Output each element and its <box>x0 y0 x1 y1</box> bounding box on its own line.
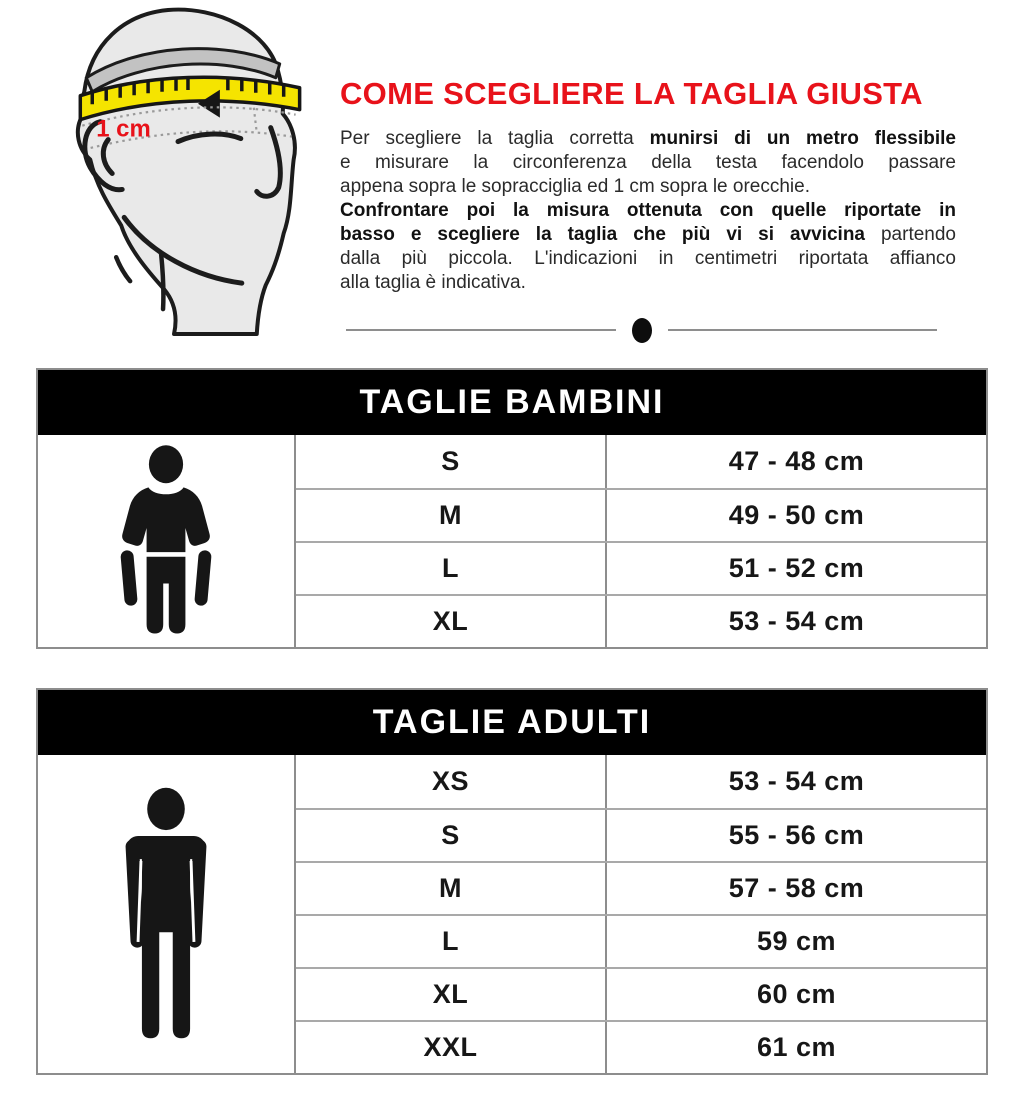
intro-text-bold: munirsi di un metro flessibile <box>649 128 956 149</box>
children-table-title: TAGLIE BAMBINI <box>38 370 986 435</box>
intro-text-bold: Confrontare poi la misura ottenuta con quelle riportate in <box>340 200 956 221</box>
size-row <box>296 488 986 541</box>
divider-line-right <box>668 329 938 331</box>
intro-paragraph-line <box>340 271 956 295</box>
size-row <box>296 967 986 1020</box>
divider-dot <box>632 318 652 343</box>
intro-text-block <box>340 76 956 295</box>
size-row <box>296 594 986 647</box>
size-row <box>296 808 986 861</box>
size-circumference: 55 - 56 cm <box>728 820 865 850</box>
one-cm-label: 1 cm <box>96 115 151 143</box>
size-circumference: 57 - 58 cm <box>728 873 865 903</box>
intro-paragraph-line <box>340 199 956 223</box>
size-circumference: 59 cm <box>756 926 837 956</box>
intro-text: Per scegliere la taglia corretta <box>340 128 650 149</box>
intro-paragraph <box>340 127 956 295</box>
intro-text: dalla più piccola. L'indicazioni in centimetri riportata affianco <box>340 248 956 269</box>
size-label: L <box>296 916 607 967</box>
head-measurement-illustration <box>26 2 330 336</box>
adult-size-rows <box>296 755 986 1073</box>
size-row <box>296 1020 986 1073</box>
size-row <box>296 914 986 967</box>
size-circumference: 60 cm <box>756 979 837 1009</box>
size-label: M <box>296 490 607 541</box>
adult-icon-cell <box>38 755 296 1073</box>
size-label: XL <box>296 596 607 647</box>
size-label: S <box>296 435 607 488</box>
section-divider <box>346 316 937 344</box>
size-circumference: 53 - 54 cm <box>728 606 865 636</box>
size-label: L <box>296 543 607 594</box>
intro-paragraph-line <box>340 151 956 175</box>
size-row <box>296 435 986 488</box>
size-circumference: 53 - 54 cm <box>728 766 865 796</box>
intro-paragraph-line <box>340 127 956 151</box>
size-label: XXL <box>296 1022 607 1073</box>
intro-text: appena sopra le sopracciglia ed 1 cm sopra le orecchie. <box>340 176 810 197</box>
size-circumference: 51 - 52 cm <box>728 553 865 583</box>
children-icon-cell <box>38 435 296 647</box>
intro-text-bold: basso e scegliere la taglia che più vi si avvicina <box>340 224 866 245</box>
intro-text: e misurare la circonferenza della testa facendolo passare <box>340 152 956 173</box>
intro-paragraph-line <box>340 247 956 271</box>
adult-table-title: TAGLIE ADULTI <box>38 690 986 755</box>
size-label: XL <box>296 969 607 1020</box>
size-row <box>296 755 986 808</box>
size-row <box>296 541 986 594</box>
intro-section <box>0 0 1024 316</box>
adult-size-table <box>36 688 988 1075</box>
size-circumference: 49 - 50 cm <box>728 500 865 530</box>
divider-line-left <box>346 329 616 331</box>
intro-text: alla taglia è indicativa. <box>340 272 526 293</box>
adult-icon <box>113 785 219 1043</box>
child-icon <box>115 443 217 639</box>
intro-paragraph-line <box>340 223 956 247</box>
children-size-table <box>36 368 988 649</box>
children-size-rows <box>296 435 986 647</box>
page-title: COME SCEGLIERE LA TAGLIA GIUSTA <box>340 76 923 111</box>
size-label: S <box>296 810 607 861</box>
size-row <box>296 861 986 914</box>
neck-crease-left <box>116 257 130 281</box>
intro-paragraph-line <box>340 175 956 199</box>
size-circumference: 47 - 48 cm <box>728 446 865 476</box>
neck-crease <box>161 253 163 309</box>
size-label: XS <box>296 755 607 808</box>
size-circumference: 61 cm <box>756 1032 837 1062</box>
intro-text: partendo <box>865 224 956 245</box>
size-label: M <box>296 863 607 914</box>
